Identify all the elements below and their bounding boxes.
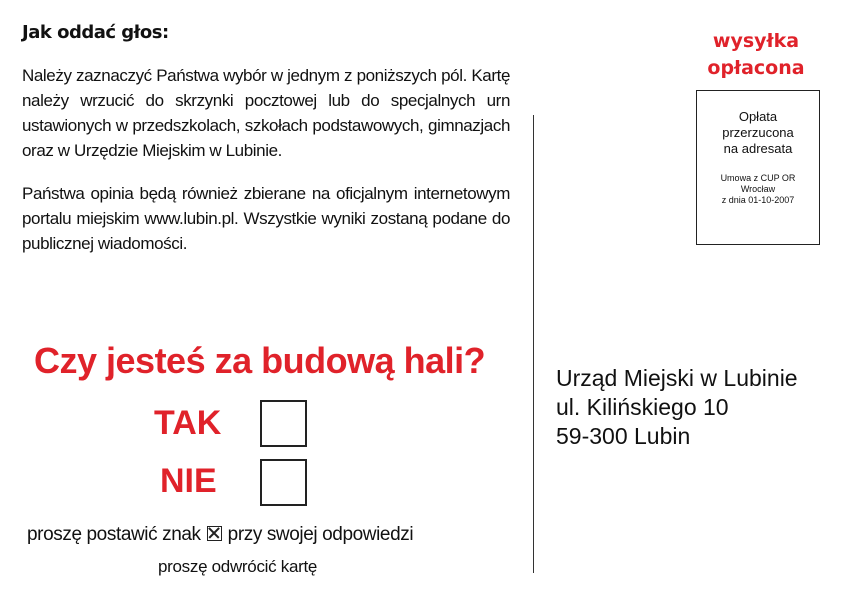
instructions-heading: Jak oddać głos: [22, 22, 169, 43]
stamp-line-3: na adresata [723, 141, 793, 156]
option-no-checkbox[interactable] [260, 459, 307, 506]
contract-line-3: z dnia 01-10-2007 [721, 195, 795, 205]
address-line-2: ul. Kilińskiego 10 [556, 394, 729, 420]
stamp-contract [697, 173, 819, 206]
instructions-paragraph-1: Należy zaznaczyć Państwa wybór w jednym z poniższych pól. Kartę należy wrzucić do skrzynki pocztowej lub do specjalnych urn ustawionych w przedszkolach, szkołach podstawowych, gimnazjach oraz w Urzędzie Miejskim w Lubinie. [22, 66, 510, 160]
address-line-3: 59-300 Lubin [556, 423, 691, 449]
turn-over-note: proszę odwrócić kartę [158, 557, 318, 576]
stamp-line-1: Opłata [738, 109, 778, 124]
mark-instruction-before: proszę postawić znak [27, 524, 201, 545]
mark-instruction [27, 524, 413, 546]
contract-line-1: Umowa z CUP OR [720, 173, 796, 183]
stamp-text [697, 109, 819, 157]
ballot-question: Czy jesteś za budową hali? [34, 340, 486, 381]
mark-instruction-after: przy swojej odpowiedzi [227, 524, 414, 545]
address-line-1: Urząd Miejski w Lubinie [556, 365, 798, 391]
contract-line-2: Wrocław [740, 184, 776, 194]
voting-instructions [22, 22, 510, 274]
option-no-label: NIE [160, 462, 217, 500]
crossed-box-icon [207, 526, 222, 541]
instructions-paragraph-2: Państwa opinia będą również zbierane na oficjalnym internetowym portalu miejskim www.lubin.pl. Wszystkie wyniki zostaną podane do publicznej wiadomości. [22, 184, 510, 253]
postage-prepaid-label [700, 28, 812, 82]
option-yes-label: TAK [154, 404, 222, 442]
recipient-address [556, 364, 798, 451]
prepaid-line-2: opłacona [707, 57, 805, 79]
prepaid-line-1: wysyłka [712, 30, 800, 52]
stamp-line-2: przerzucona [722, 125, 794, 140]
postage-stamp-box [696, 90, 820, 245]
option-yes-checkbox[interactable] [260, 400, 307, 447]
vertical-divider [533, 115, 534, 573]
